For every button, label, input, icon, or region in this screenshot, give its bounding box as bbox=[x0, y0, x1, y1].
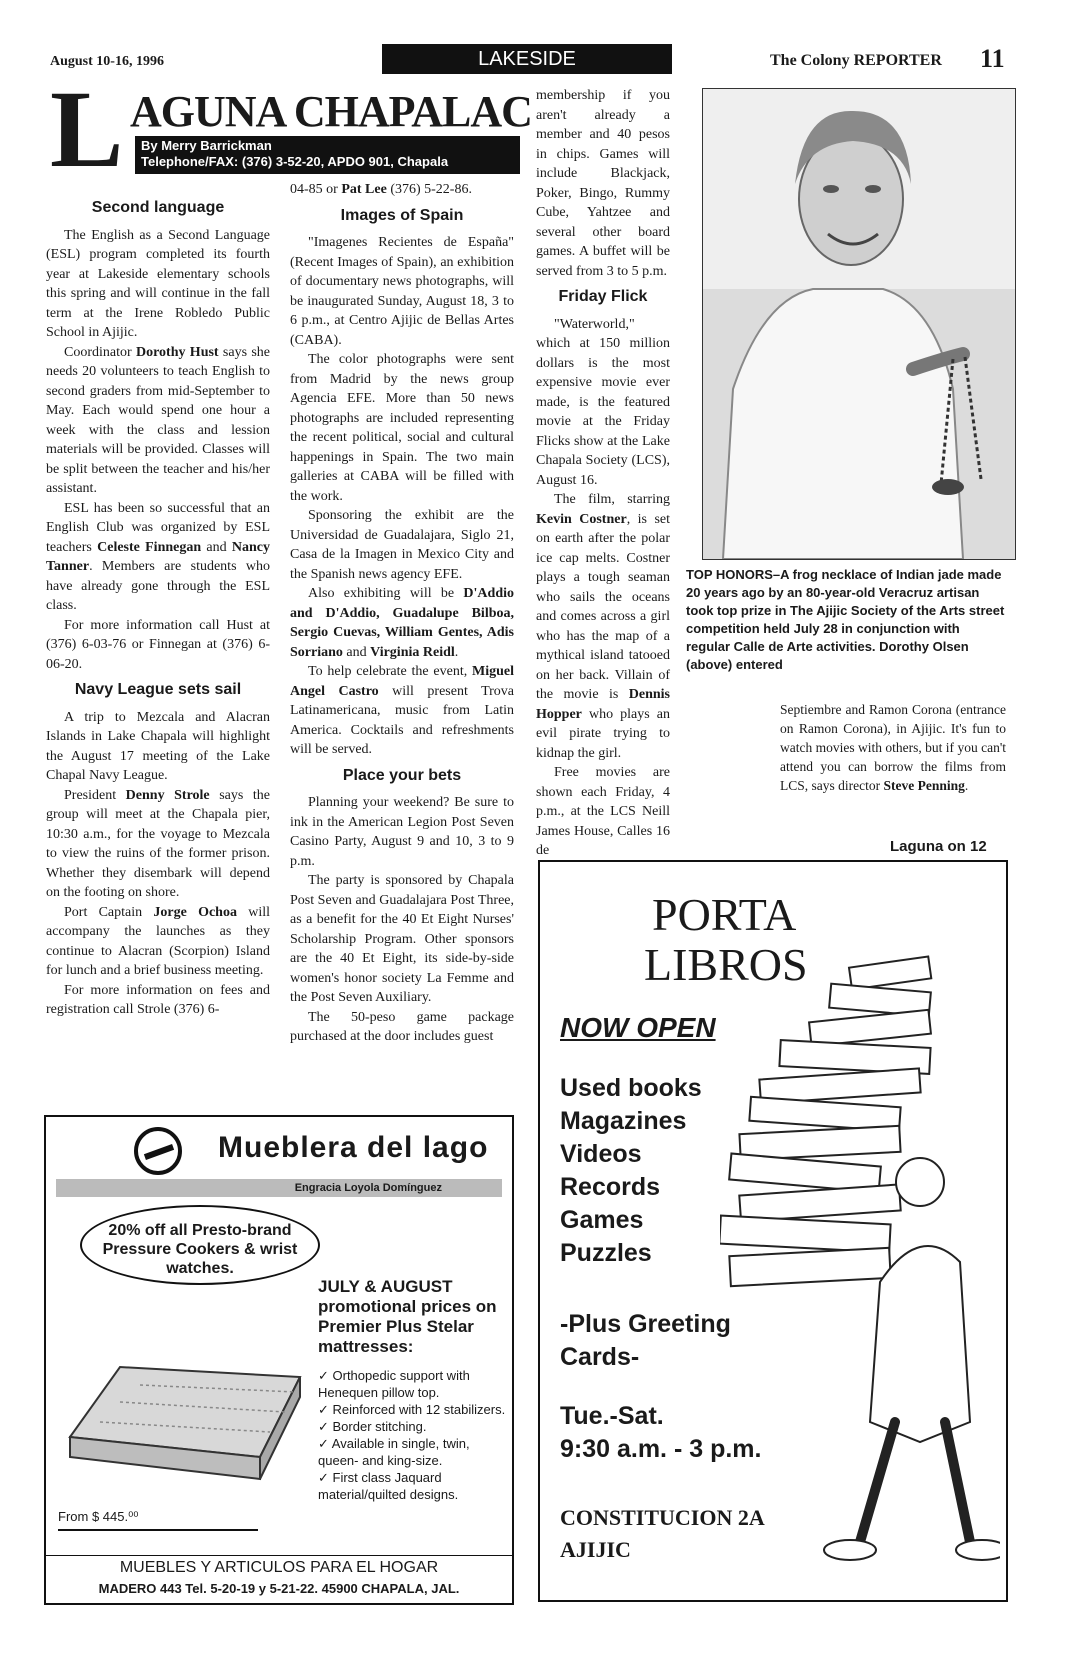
paragraph: For more information call Hust at (376) 6-03-76 or Finnegan at (376) 6-06-20. bbox=[46, 617, 270, 672]
heading-navy-league: Navy League sets sail bbox=[74, 681, 242, 698]
paragraph: ESL has been so successful that an English Club was organized by ESL teachers Celeste Finnegan and Nancy Tanner. Members are students who have already gone through the ESL class. bbox=[46, 500, 271, 613]
store-address: CONSTITUCION 2A AJIJIC bbox=[560, 1505, 765, 1562]
paragraph: The film, starring Kevin Costner, is set on earth after the polar ice cap melts. Costner plays a tough seaman who sails the oceans and comes across a girl who has the map of a mythical island tatooed on her back. Villain of the movie is Dennis Hopper who plays an evil pirate trying to kidnap the girl. bbox=[536, 492, 671, 761]
paragraph: For more information on fees and registration call Strole (376) 6- bbox=[46, 982, 270, 1017]
greeting-cards-note: -Plus Greeting Cards- bbox=[560, 1310, 731, 1371]
ad-porta-libros bbox=[538, 860, 1008, 1602]
continued-on-page-link[interactable]: Laguna on 12 bbox=[890, 838, 987, 855]
heading-second-language: Second language bbox=[91, 199, 225, 216]
store-name: Mueblera del lago bbox=[218, 1131, 489, 1164]
feature-item: ✓ First class Jaquard material/quilted designs. bbox=[318, 1470, 459, 1502]
paragraph: Free movies are shown each Friday, 4 p.m., at the LCS Neill James House, Calles 16 de bbox=[536, 765, 670, 858]
bookstack-man-illustration bbox=[720, 902, 1000, 1592]
promo-oval: 20% off all Presto-brand Pressure Cookers & wrist watches. bbox=[80, 1205, 320, 1285]
byline-box bbox=[135, 136, 520, 174]
paragraph: The color photographs were sent from Madrid by the news group Agencia EFE. More than 50 news photographs are included representing the recent political, social and cultural happenings in Spain. The two main galleries at CABA will be filled with the work. bbox=[290, 352, 514, 504]
ad-title-line1: PORTA bbox=[652, 889, 797, 940]
paragraph: President Denny Strole says the group will meet at the Chapala pier, 10:30 a.m., for the voyage to Mezcala to view the ruins of the former prison. Whether they disembark will depend on the footing on shore. bbox=[46, 787, 270, 900]
section-label: LAKESIDE bbox=[382, 44, 672, 74]
paragraph: The English as a Second Language (ESL) program completed its fourth year at Lakeside elementary schools this spring and will continue in the fall term at the Irene Robledo Public School in Ajijic. bbox=[46, 227, 270, 340]
portrait-illustration bbox=[703, 89, 1015, 559]
list-item: Puzzles bbox=[560, 1239, 652, 1267]
issue-date: August 10-16, 1996 bbox=[50, 54, 164, 69]
paragraph: 04-85 or Pat Lee (376) 5-22-86. bbox=[290, 182, 472, 197]
feature-item: ✓ Orthopedic support with Henequen pillow top. bbox=[318, 1368, 470, 1400]
column-3 bbox=[536, 86, 670, 861]
list-item: Games bbox=[560, 1206, 644, 1234]
ad-title-line2: LIBROS bbox=[644, 939, 808, 990]
column-1 bbox=[46, 192, 270, 1020]
feature-item: ✓ Reinforced with 12 stabilizers. bbox=[318, 1402, 506, 1417]
divider bbox=[58, 1529, 258, 1531]
heading-images-of-spain: Images of Spain bbox=[340, 206, 464, 224]
masthead-initial: L bbox=[50, 68, 124, 190]
byline: By Merry Barrickman bbox=[141, 138, 272, 153]
now-open-label: NOW OPEN bbox=[560, 1012, 716, 1043]
item-list bbox=[560, 1072, 702, 1270]
divider bbox=[46, 1555, 512, 1556]
feature-item: ✓ Border stitching. bbox=[318, 1419, 427, 1434]
heading-place-your-bets: Place your bets bbox=[342, 766, 462, 784]
photo-dorothy-olsen bbox=[702, 88, 1016, 560]
paragraph: Septiembre and Ramon Corona (entrance on Ramon Corona), in Ajijic. It's fun to watch movies with others, but if you can't attend you can borrow the films from LCS, says director Steve Penning. bbox=[780, 702, 1006, 793]
mattress-illustration bbox=[60, 1327, 310, 1497]
paragraph: Port Captain Jorge Ochoa will accompany the launches as they continue to Alacran (Scorpion) Island for lunch and a brief business meeting. bbox=[46, 904, 270, 978]
paragraph: Planning your weekend? Be sure to ink in the American Legion Post Seven Casino Party, August 9 and 10, 3 to 9 p.m. bbox=[290, 795, 514, 869]
list-item: Used books bbox=[560, 1074, 702, 1102]
list-item: Videos bbox=[560, 1140, 642, 1168]
owner-banner: Engracia Loyola Domínguez bbox=[56, 1179, 502, 1197]
paragraph: "Imagenes Recientes de España" (Recent Images of Spain), an exhibition of documentary news photographs, will be inaugurated Sunday, August 18, 3 to 6 p.m., at Centro Ajijic de Bellas Artes (CABA). bbox=[290, 235, 514, 348]
paragraph: membership if you aren't already a member and 40 pesos in chips. Games will include Blackjack, Poker, Bingo, Rummy Cube, Yahtzee and several other board games. A buffet will be served from 3 to 5 p.m. bbox=[536, 88, 670, 279]
paragraph: Sponsoring the exhibit are the Universidad de Guadalajara, Siglo 21, Casa de la Imagen in Mexico City and the Spanish news agency EFE. bbox=[290, 508, 514, 582]
feature-item: ✓ Available in single, twin, queen- and king-size. bbox=[318, 1436, 470, 1468]
list-item: Records bbox=[560, 1173, 661, 1201]
column-4 bbox=[780, 700, 1006, 795]
store-tagline: MUEBLES Y ARTICULOS PARA EL HOGAR bbox=[119, 1559, 439, 1576]
opening-hours: Tue.-Sat. 9:30 a.m. - 3 p.m. bbox=[560, 1402, 762, 1463]
promo-headline: JULY & AUGUST promotional prices on Premier Plus Stelar mattresses: bbox=[318, 1277, 497, 1356]
heading-friday-flick: Friday Flick bbox=[558, 288, 648, 305]
paragraph: To help celebrate the event, Miguel Angel Castro will present Trova Latinamericana, music from Latin America. Cocktails and refreshments will be served. bbox=[290, 664, 515, 757]
photo-caption: TOP HONORS–A frog necklace of Indian jade made 20 years ago by an 80-year-old Veracruz artisan took top prize in The Ajijic Society of the Arts street competition held July 28 in conjunction with regular Calle de Arte activities. Dorothy Olsen (above) entered bbox=[686, 567, 1005, 672]
price-label: From $ 445.⁰⁰ bbox=[58, 1509, 139, 1524]
contact-line: Telephone/FAX: (376) 3-52-20, APDO 901, Chapala bbox=[141, 154, 449, 169]
page-number: 11 bbox=[980, 44, 1005, 73]
paragraph: Coordinator Dorothy Hust says she needs 20 volunteers to teach English to second graders from mid-September to May. Each would spend one hour a week with the class and lession materials will be provided. Classes will be split between the teacher and his/her assistant. bbox=[46, 344, 270, 496]
paragraph: Also exhibiting will be D'Addio and D'Addio, Guadalupe Bilboa, Sergio Cuevas, William Gentes, Adis Sorriano and Virginia Reidl. bbox=[290, 586, 514, 660]
ad-mueblera-del-lago bbox=[44, 1115, 514, 1605]
store-address: MADERO 443 Tel. 5-20-19 y 5-21-22. 45900 CHAPALA, JAL. bbox=[98, 1581, 460, 1596]
logo-icon bbox=[134, 1127, 182, 1175]
paragraph: "Waterworld," which at 150 million dollars is the most expensive movie ever made, is the featured movie at the Friday Flicks show at the Lake Chapala Society (LCS), August 16. bbox=[536, 316, 670, 488]
column-title: AGUNA CHAPALAC bbox=[130, 87, 532, 136]
list-item: Magazines bbox=[560, 1107, 687, 1135]
paragraph: A trip to Mezcala and Alacran Islands in Lake Chapala will highlight the August 17 meeting of the Lake Chapal Navy League. bbox=[46, 709, 270, 783]
feature-list bbox=[318, 1367, 508, 1503]
column-2 bbox=[290, 180, 514, 1047]
newspaper-name: The Colony REPORTER bbox=[770, 52, 942, 69]
paragraph: The 50-peso game package purchased at the door includes guest bbox=[290, 1009, 514, 1044]
paragraph: The party is sponsored by Chapala Post Seven and Guadalajara Post Three, as a benefit for the 40 Et Eight Nurses' Scholarship Program. Other sponsors are the 40 Et Eight, its side-by-side women's honor society La Femme and the Post Seven Auxiliary. bbox=[290, 873, 514, 1005]
